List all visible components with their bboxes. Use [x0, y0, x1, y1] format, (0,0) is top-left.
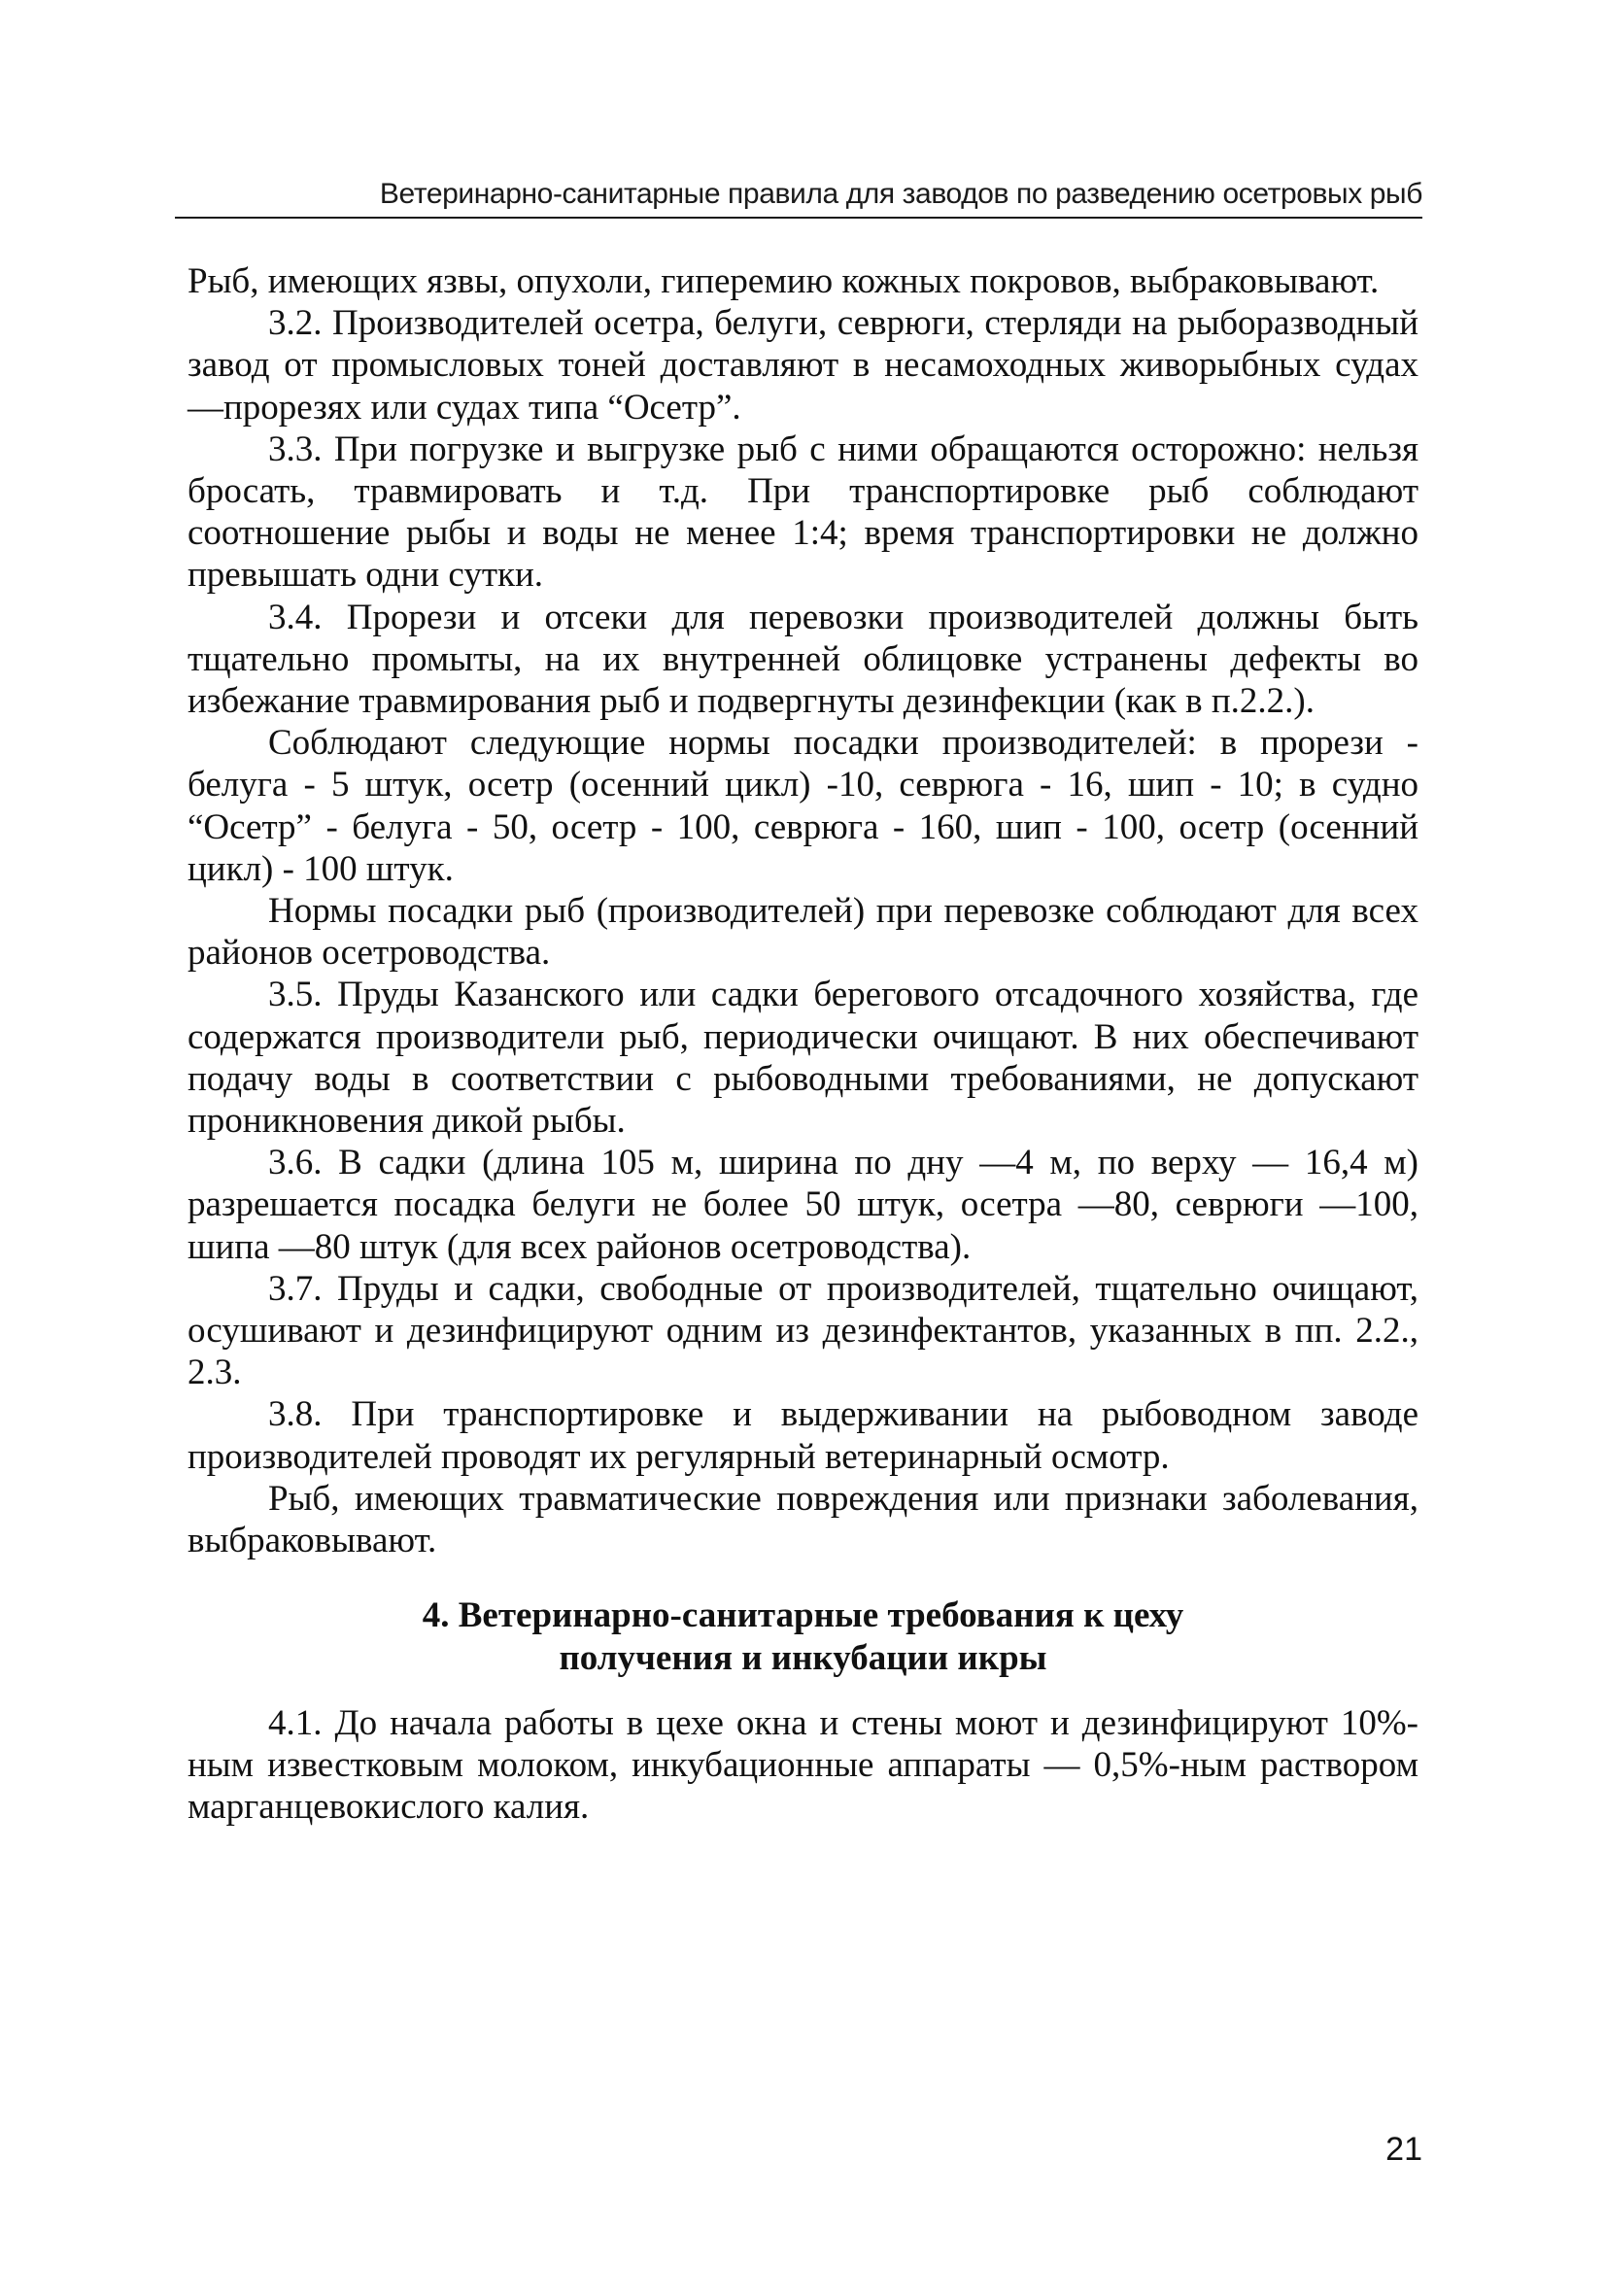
paragraph-4-1: 4.1. До начала работы в цехе окна и стены моют и дезинфицируют 10%-ным известковым молоком, инкубационные аппараты — 0,5%-ным раствором марганцевокислого калия.	[188, 1702, 1418, 1828]
paragraph-rejection-injuries: Рыб, имеющих травматические повреждения или признаки заболевания, выбраковывают.	[188, 1478, 1418, 1561]
section-4-heading	[188, 1594, 1418, 1678]
body-text	[188, 260, 1418, 1828]
paragraph-stocking-norms-regions: Нормы посадки рыб (производителей) при перевозке соблюдают для всех районов осетроводства.	[188, 891, 1418, 974]
paragraph-3-3: 3.3. При погрузке и выгрузке рыб с ними обращаются осторожно: нельзя бросать, травмировать и т.д. При транспортировке рыб соблюдают соотношение рыбы и воды не менее 1:4; время транспортировки не должно превышать одни сутки.	[188, 428, 1418, 596]
paragraph-stocking-norms: Соблюдают следующие нормы посадки производителей: в прорези - белуга - 5 штук, осетр (осенний цикл) -10, севрюга - 16, шип - 10; в судно “Осетр” - белуга - 50, осетр - 100, севрюга - 160, шип - 100, осетр (осенний цикл) - 100 штук.	[188, 723, 1418, 889]
paragraph-3-6: 3.6. В садки (длина 105 м, ширина по дну —4 м, по верху — 16,4 м) разрешается посадка белуги не более 50 штук, осетра —80, севрюги —100, шипа —80 штук (для всех районов осетроводства).	[188, 1143, 1418, 1267]
paragraph-3-5: 3.5. Пруды Казанского или садки берегового отсадочного хозяйства, где содержатся производители рыб, периодически очищают. В них обеспечивают подачу воды в соответствии с рыбоводными требованиями, не допускают проникновения дикой рыбы.	[188, 975, 1418, 1142]
header-rule	[175, 217, 1422, 219]
paragraph-3-8: 3.8. При транспортировке и выдерживании на рыбоводном заводе производителей проводят их регулярный ветеринарный осмотр.	[188, 1394, 1418, 1477]
paragraph-3-7: 3.7. Пруды и садки, свободные от производителей, тщательно очищают, осушивают и дезинфицируют одним из дезинфектантов, указанных в пп. 2.2., 2.3.	[188, 1268, 1418, 1393]
section-4-heading-line-1: 4. Ветеринарно-санитарные требования к цеху	[422, 1595, 1184, 1636]
paragraph-rejection-ulcers: Рыб, имеющих язвы, опухоли, гиперемию кожных покровов, выбраковывают.	[188, 261, 1380, 301]
page-number: 21	[1385, 2131, 1422, 2168]
section-4-heading-line-2: получения и инкубации икры	[559, 1637, 1047, 1678]
running-header: Ветеринарно-санитарные правила для заводов по разведению осетровых рыб	[379, 178, 1422, 210]
paragraph-3-4: 3.4. Прорези и отсеки для перевозки производителей должны быть тщательно промыты, на их внутренней облицовке устранены дефекты во избежание травмирования рыб и подвергнуты дезинфекции (как в п.2.2.).	[188, 597, 1418, 722]
paragraph-3-2: 3.2. Производителей осетра, белуги, севрюги, стерляди на рыборазводный завод от промысловых тоней доставляют в несамоходных живорыбных судах —прорезях или судах типа “Осетр”.	[188, 303, 1418, 428]
